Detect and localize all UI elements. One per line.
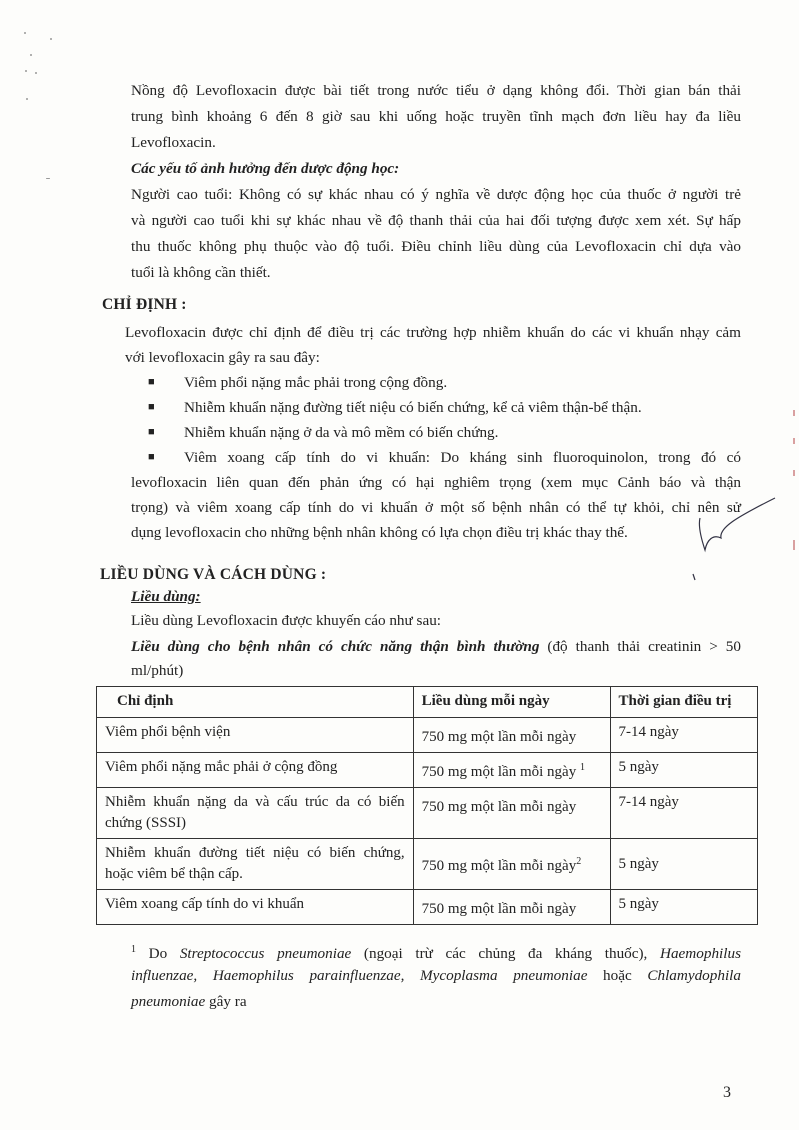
indications-intro-line-2: với levofloxacin gây ra sau đây: [125, 349, 320, 366]
factors-heading: Các yếu tố ảnh hưởng đến dược động học: [131, 160, 400, 177]
dose-footnote-ref: 1 [579, 762, 585, 773]
elderly-line-4: tuổi là không cần thiết. [131, 264, 271, 281]
elderly-line-3: thu thuốc không phụ thuộc vào độ tuổi. Điều chỉnh liều dùng của Levofloxacin chỉ dựa vào [131, 238, 741, 255]
dose-text: 750 mg một lần mỗi ngày [421, 901, 577, 917]
elderly-line-2: và người cao tuổi khi sự khác nhau về độ thanh thải của hai đối tượng được xem xét. Sự hấp [131, 212, 741, 229]
cell-indication: Viêm xoang cấp tính do vi khuẩn [97, 890, 414, 925]
footnote-text: hoặc [587, 967, 648, 984]
intro-line-2: trung bình khoảng 6 đến 8 giờ sau khi uống hoặc truyền tĩnh mạch đơn liều hay đa liều [131, 108, 741, 125]
dose-text: 750 mg một lần mỗi ngày [421, 799, 577, 815]
bullet-icon: ■ [148, 451, 155, 463]
footnote-text: Do [136, 945, 180, 962]
footnote-marker: 1 [131, 944, 136, 955]
bullet-icon: ■ [148, 401, 155, 413]
bullet-icon: ■ [148, 426, 155, 438]
dose-footnote-ref: 2 [576, 856, 582, 867]
dose-text: 750 mg một lần mỗi ngày [421, 764, 577, 780]
footnote-text: (ngoại trừ các chủng đa kháng thuốc), [351, 945, 660, 962]
table-header-row [97, 687, 758, 718]
elderly-line-1: Người cao tuổi: Không có sự khác nhau có ý nghĩa về dược động học của thuốc ở người trẻ [131, 186, 741, 203]
column-header-daily-dose: Liều dùng mỗi ngày [413, 687, 610, 718]
indication-item-4-line-3: trọng) và viêm xoang cấp tính do vi khuẩn ở một số bệnh nhân có thể tự khỏi, chỉ nên sử [131, 499, 741, 516]
cell-dose [413, 718, 610, 753]
cell-indication: Nhiễm khuẩn đường tiết niệu có biến chứng, hoặc viêm bể thận cấp. [97, 839, 414, 890]
footnote-line-3 [131, 989, 741, 1015]
normal-renal-bold: Liều dùng cho bệnh nhân có chức năng thận bình thường [131, 638, 540, 655]
intro-line-3: Levofloxacin. [131, 134, 216, 151]
indication-item-text: Viêm phổi nặng mắc phải trong cộng đồng. [184, 374, 448, 391]
indication-item-text: Nhiễm khuẩn nặng ở da và mô mềm có biến chứng. [184, 424, 499, 441]
cell-duration: 7-14 ngày [610, 718, 757, 753]
indication-item-text: Nhiễm khuẩn nặng đường tiết niệu có biến chứng, kể cả viêm thận-bể thận. [184, 399, 642, 416]
footnote-line-2 [131, 963, 741, 989]
indication-item-text: Viêm xoang cấp tính do vi khuẩn: Do kháng sinh fluoroquinolon, trong đó có [184, 449, 741, 466]
footnote-organism: Haemophilus [659, 945, 741, 962]
table-row [97, 788, 758, 839]
cell-dose [413, 753, 610, 788]
indication-item-4-line-4: dụng levofloxacin cho những bệnh nhân không có lựa chọn điều trị khác thay thế. [131, 524, 628, 541]
table-row [97, 753, 758, 788]
dosage-subheading: Liều dùng: [131, 588, 201, 605]
dosage-table [96, 686, 758, 925]
dosage-heading: LIỀU DÙNG VÀ CÁCH DÙNG : [100, 566, 327, 583]
indications-intro-line-1: Levofloxacin được chỉ định để điều trị các trường hợp nhiễm khuẩn do các vi khuẩn nhạy cảm [125, 324, 741, 341]
dose-text: 750 mg một lần mỗi ngày [421, 858, 577, 874]
dose-text: 750 mg một lần mỗi ngày [421, 729, 577, 745]
table-row [97, 718, 758, 753]
cell-indication: Viêm phổi bệnh viện [97, 718, 414, 753]
indications-heading: CHỈ ĐỊNH : [102, 296, 187, 313]
footnote-text: gây ra [205, 993, 247, 1010]
page-number: 3 [723, 1084, 731, 1101]
cell-dose [413, 890, 610, 925]
normal-renal-line-2: ml/phút) [131, 662, 184, 679]
cell-dose [413, 839, 610, 890]
normal-renal-line-1 [131, 634, 741, 660]
footnote-organism: influenzae, Haemophilus parainfluenzae, Mycoplasma pneumoniae [131, 967, 588, 984]
column-header-indication: Chỉ định [97, 687, 414, 718]
cell-duration: 5 ngày [610, 753, 757, 788]
cell-duration: 5 ngày [610, 839, 757, 890]
cell-indication: Viêm phổi nặng mắc phải ở cộng đồng [97, 753, 414, 788]
table-row [97, 839, 758, 890]
dosage-recommended: Liều dùng Levofloxacin được khuyến cáo như sau: [131, 612, 442, 629]
footnote-organism: Streptococcus pneumoniae [179, 945, 352, 962]
cell-duration: 7-14 ngày [610, 788, 757, 839]
handwritten-signature-mark [665, 478, 785, 588]
footnote-organism: pneumoniae [131, 993, 206, 1010]
cell-dose [413, 788, 610, 839]
intro-line-1: Nồng độ Levofloxacin được bài tiết trong nước tiểu ở dạng không đổi. Thời gian bán thải [131, 82, 741, 99]
table-row [97, 890, 758, 925]
cell-duration: 5 ngày [610, 890, 757, 925]
normal-renal-rest: (độ thanh thải creatinin > 50 [539, 638, 741, 655]
bullet-icon: ■ [148, 376, 155, 388]
column-header-duration: Thời gian điều trị [610, 687, 757, 718]
indication-item-4-line-2: levofloxacin liên quan đến phản ứng có hại nghiêm trọng (xem mục Cảnh báo và thận [131, 474, 741, 491]
cell-indication: Nhiễm khuẩn nặng da và cấu trúc da có biến chứng (SSSI) [97, 788, 414, 839]
footnote-organism: Chlamydophila [647, 967, 741, 984]
